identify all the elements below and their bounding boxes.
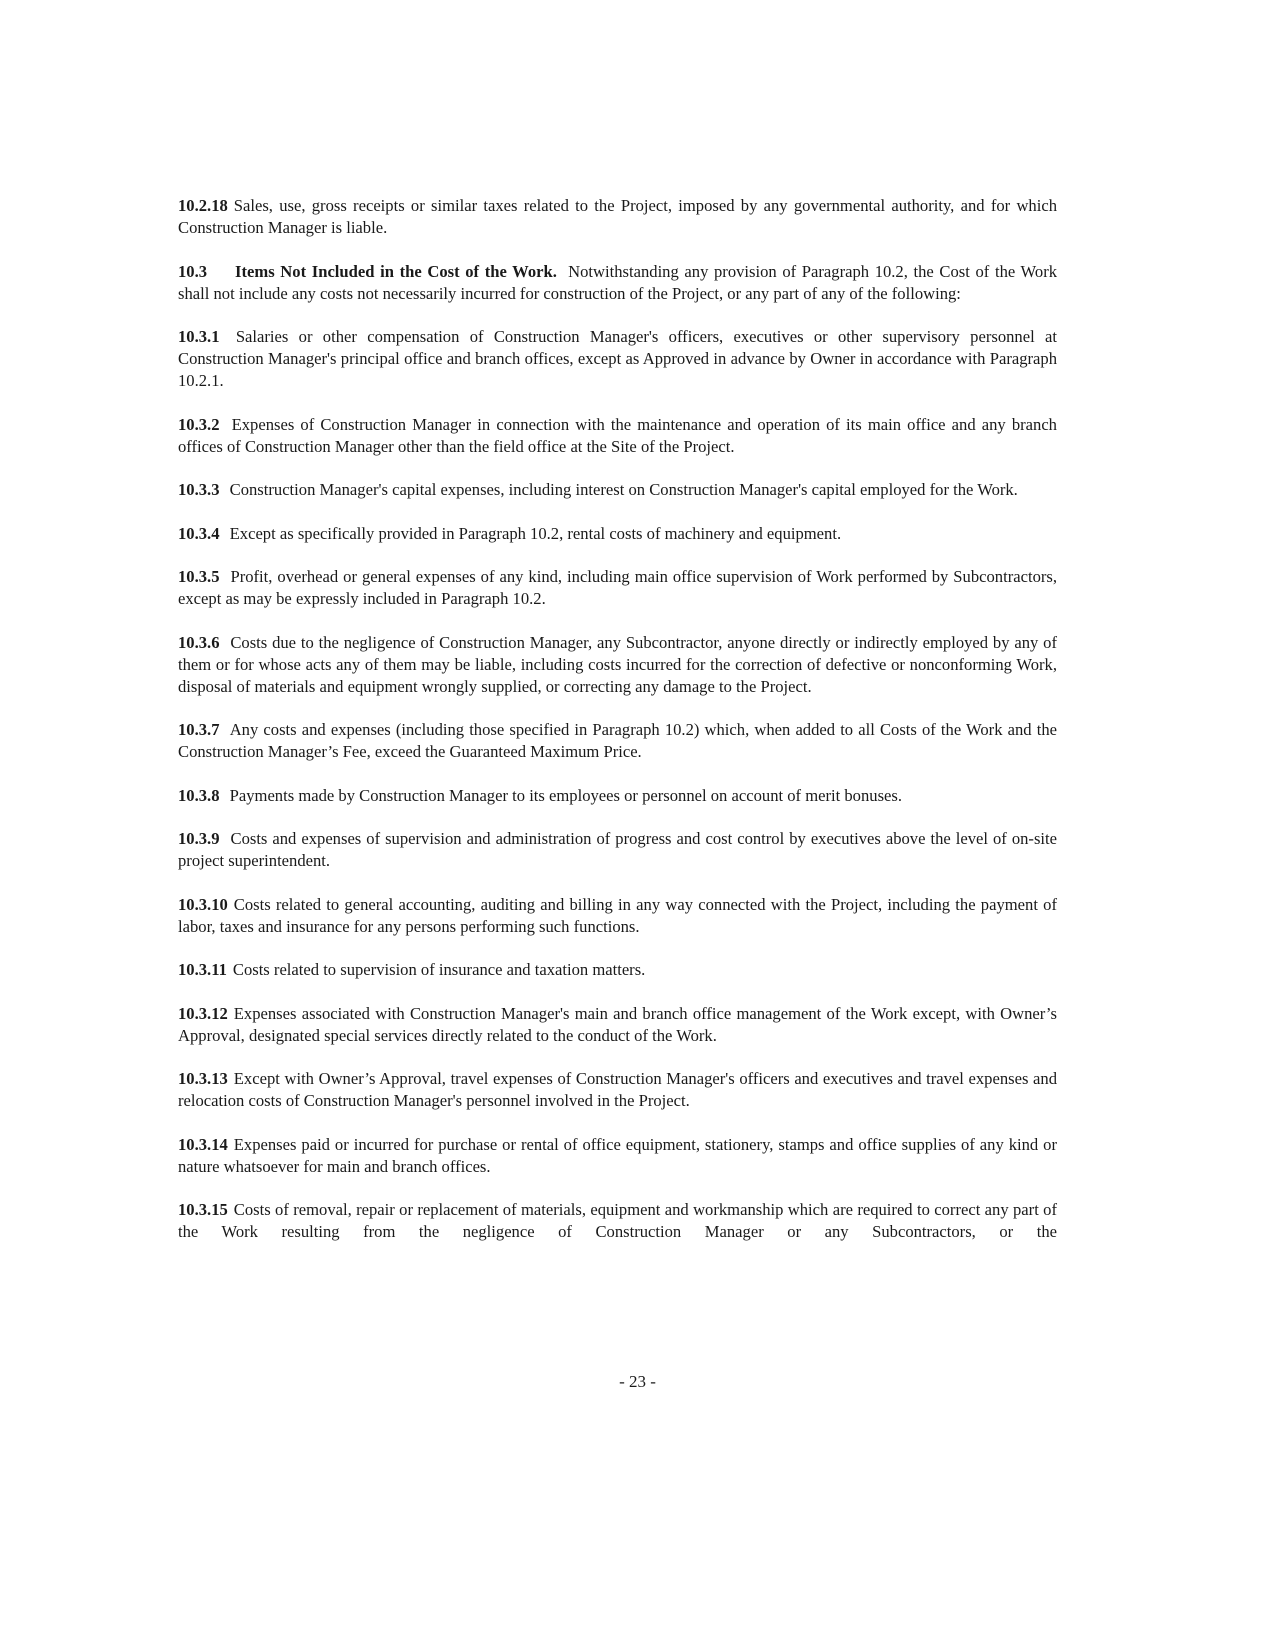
paragraph-10-3-2 [178, 414, 1057, 458]
paragraph-10-3 [178, 261, 1057, 305]
paragraph-10-3-8 [178, 785, 1057, 807]
paragraph-text: Profit, overhead or general expenses of any kind, including main office supervision of Work performed by Subcontractors, except as may be expressly included in Paragraph 10.2. [178, 567, 1057, 608]
paragraph-text: Costs related to general accounting, auditing and billing in any way connected with the Project, including the payment of labor, taxes and insurance for any persons performing such functions. [178, 894, 1057, 936]
paragraph-text: Except as specifically provided in Paragraph 10.2, rental costs of machinery and equipment. [229, 523, 842, 543]
section-number: 10.3.5 [178, 567, 220, 586]
paragraph-10-3-7 [178, 719, 1057, 763]
paragraph-10-3-1 [178, 326, 1057, 392]
paragraph-text: Expenses of Construction Manager in connection with the maintenance and operation of its main office and any branch offices of Construction Manager other than the field office at the Site of the Project. [178, 414, 1057, 456]
paragraph-10-3-12 [178, 1003, 1057, 1047]
paragraph-10-3-9 [178, 828, 1057, 872]
section-number: 10.3.3 [178, 480, 220, 499]
paragraph-10-3-3 [178, 479, 1057, 501]
section-number: 10.3.12 [178, 1003, 228, 1023]
paragraph-text: Costs related to supervision of insurance and taxation matters. [232, 960, 646, 979]
paragraph-text: Any costs and expenses (including those specified in Paragraph 10.2) which, when added to all Costs of the Work and the Construction Manager’s Fee, exceed the Guaranteed Maximum Price. [178, 720, 1057, 761]
section-number: 10.3.10 [178, 894, 228, 914]
paragraph-10-3-6 [178, 632, 1057, 698]
section-heading: Items Not Included in the Cost of the Work. [235, 261, 557, 281]
paragraph-10-3-13 [178, 1068, 1057, 1112]
paragraph-text: Expenses paid or incurred for purchase or rental of office equipment, stationery, stamps and office supplies of any kind or nature whatsoever for main and branch offices. [178, 1134, 1057, 1176]
paragraph-text: Construction Manager's capital expenses, including interest on Construction Manager's capital employed for the Work. [229, 480, 1018, 499]
paragraph-10-2-18 [178, 195, 1057, 239]
paragraph-10-3-15 [178, 1199, 1057, 1243]
paragraph-text: Sales, use, gross receipts or similar taxes related to the Project, imposed by any governmental authority, and for which Construction Manager is liable. [178, 196, 1057, 237]
section-number: 10.3.8 [178, 785, 220, 805]
section-number: 10.3.9 [178, 829, 220, 848]
section-number: 10.3.14 [178, 1134, 228, 1154]
section-number: 10.3.6 [178, 632, 220, 652]
paragraph-text: Costs and expenses of supervision and administration of progress and cost control by executives above the level of on-site project superintendent. [178, 829, 1057, 870]
paragraph-10-3-4 [178, 523, 1057, 545]
section-number: 10.3.13 [178, 1069, 228, 1088]
section-number: 10.3.15 [178, 1200, 228, 1219]
section-number: 10.3.7 [178, 720, 220, 739]
section-number: 10.3.1 [178, 327, 220, 346]
paragraph-text: Except with Owner’s Approval, travel expenses of Construction Manager's officers and executives and travel expenses and relocation costs of Construction Manager's personnel involved in the Project. [178, 1069, 1057, 1110]
paragraph-text: Costs of removal, repair or replacement of materials, equipment and workmanship which are required to correct any part of the Work resulting from the negligence of Construction Manager or any Subcontractors, or the [178, 1200, 1057, 1241]
paragraph-10-3-5 [178, 566, 1057, 610]
paragraph-10-3-11 [178, 959, 1057, 981]
section-number: 10.3.2 [178, 414, 220, 434]
document-body [178, 195, 1057, 1265]
paragraph-text: Payments made by Construction Manager to its employees or personnel on account of merit bonuses. [229, 785, 903, 805]
paragraph-text: Costs due to the negligence of Construction Manager, any Subcontractor, anyone directly or indirectly employed by any of them or for whose acts any of them may be liable, including costs incurred for the correction of defective or nonconforming Work, disposal of materials and equipment wrongly supplied, or correcting any damage to the Project. [178, 632, 1057, 696]
paragraph-text: Salaries or other compensation of Construction Manager's officers, executives or other supervisory personnel at Construction Manager's principal office and branch offices, except as Approved in advance by Owner in accordance with Paragraph 10.2.1. [178, 327, 1057, 390]
section-number: 10.2.18 [178, 196, 228, 215]
paragraph-text: Expenses associated with Construction Manager's main and branch office management of the Work except, with Owner’s Approval, designated special services directly related to the conduct of the Work. [178, 1003, 1057, 1045]
paragraph-10-3-10 [178, 894, 1057, 938]
section-number: 10.3 [178, 261, 208, 281]
paragraph-text: Notwithstanding any provision of Paragraph 10.2, the Cost of the Work shall not include any costs not necessarily incurred for construction of the Project, or any part of any of the following: [178, 261, 1058, 303]
section-number: 10.3.4 [178, 523, 220, 543]
section-number: 10.3.11 [178, 960, 227, 979]
page-number: - 23 - [619, 1372, 656, 1391]
paragraph-10-3-14 [178, 1134, 1057, 1178]
